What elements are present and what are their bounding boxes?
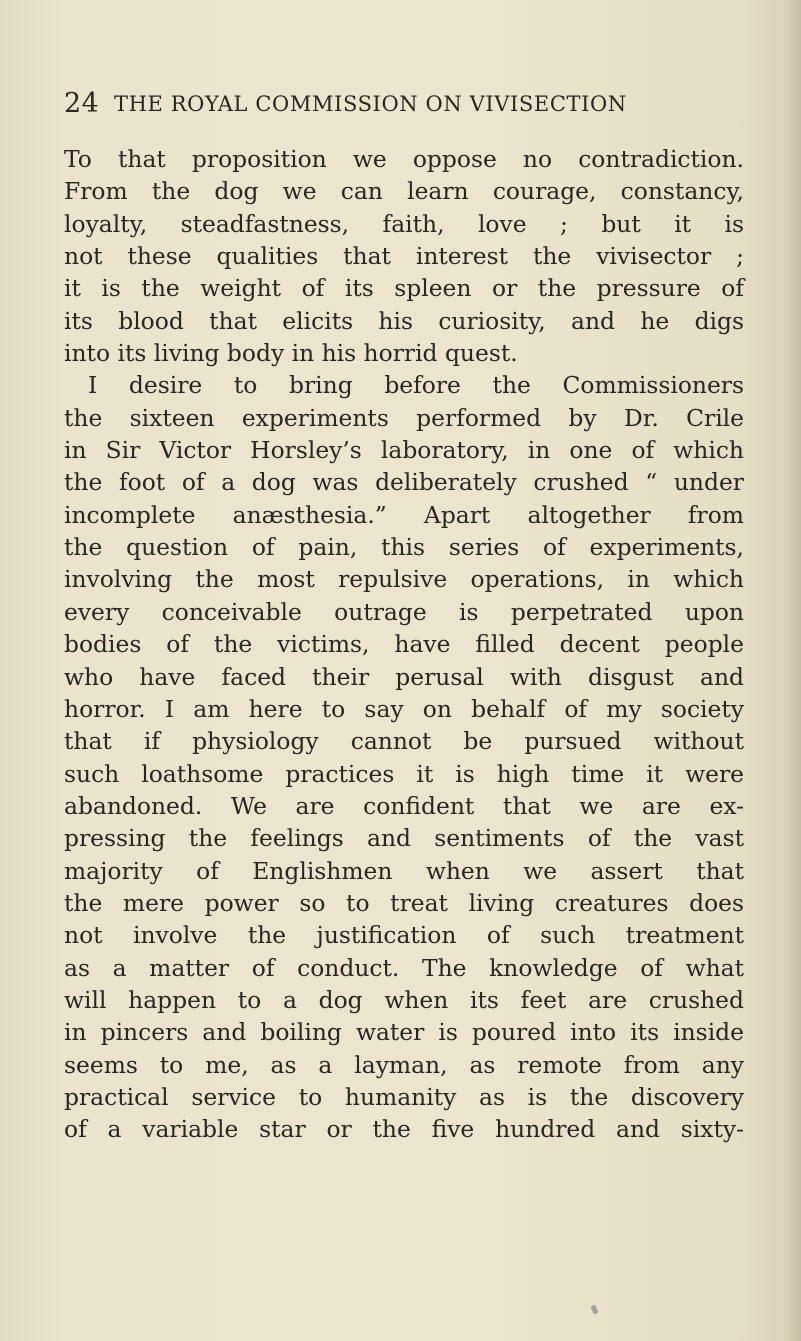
text-line: To that proposition we oppose no contradiction. bbox=[64, 145, 744, 173]
text-line: it is the weight of its spleen or the pressure of bbox=[64, 274, 744, 303]
text-line: pressing the feelings and sentiments of the vast bbox=[64, 824, 744, 853]
text-line: into its living body in his horrid quest. bbox=[64, 339, 518, 368]
text-line: not these qualities that interest the vivisector ; bbox=[64, 242, 744, 271]
text-line: majority of Englishmen when we assert that bbox=[64, 856, 744, 885]
text-line: incomplete anæsthesia.” Apart altogether from bbox=[64, 500, 744, 529]
text-line: its blood that elicits his curiosity, and he digs bbox=[64, 306, 744, 335]
paragraph-start-line: I desire to bring before the Commissioners bbox=[88, 371, 744, 400]
text-line: that if physiology cannot be pursued without bbox=[64, 727, 744, 756]
body-text bbox=[64, 143, 744, 1146]
page-header bbox=[64, 88, 744, 128]
ink-speck bbox=[590, 1304, 598, 1314]
text-line: practical service to humanity as is the discovery bbox=[64, 1082, 744, 1111]
text-line: involving the most repulsive operations, in which bbox=[64, 565, 744, 594]
text-line: bodies of the victims, have filled decent people bbox=[64, 630, 744, 659]
text-line: the question of pain, this series of experiments, bbox=[64, 533, 744, 562]
text-line: the sixteen experiments performed by Dr. Crile bbox=[64, 403, 744, 432]
running-head: THE ROYAL COMMISSION ON VIVISECTION bbox=[114, 92, 627, 116]
text-line: who have faced their perusal with disgust and bbox=[64, 662, 744, 691]
text-line: will happen to a dog when its feet are crushed bbox=[64, 985, 744, 1014]
text-line: not involve the justification of such treatment bbox=[64, 921, 744, 950]
text-line: the foot of a dog was deliberately crushed “ under bbox=[64, 468, 744, 497]
text-line: in pincers and boiling water is poured into its inside bbox=[64, 1018, 744, 1047]
text-line: as a matter of conduct. The knowledge of what bbox=[64, 953, 744, 982]
page-number: 24 bbox=[64, 88, 100, 119]
text-line: of a variable star or the five hundred and sixty- bbox=[64, 1115, 744, 1144]
text-line: abandoned. We are confident that we are ex- bbox=[64, 791, 744, 820]
text-line: horror. I am here to say on behalf of my society bbox=[64, 694, 744, 723]
text-line: every conceivable outrage is perpetrated upon bbox=[64, 597, 744, 626]
text-line: From the dog we can learn courage, constancy, bbox=[64, 177, 744, 206]
text-line: seems to me, as a layman, as remote from any bbox=[64, 1050, 744, 1079]
page-edge-shadow bbox=[787, 0, 801, 1341]
text-line: in Sir Victor Horsley’s laboratory, in one of which bbox=[64, 436, 744, 465]
text-line: such loathsome practices it is high time it were bbox=[64, 759, 744, 788]
text-line: the mere power so to treat living creatures does bbox=[64, 888, 744, 917]
text-line: loyalty, steadfastness, faith, love ; but it is bbox=[64, 209, 744, 238]
